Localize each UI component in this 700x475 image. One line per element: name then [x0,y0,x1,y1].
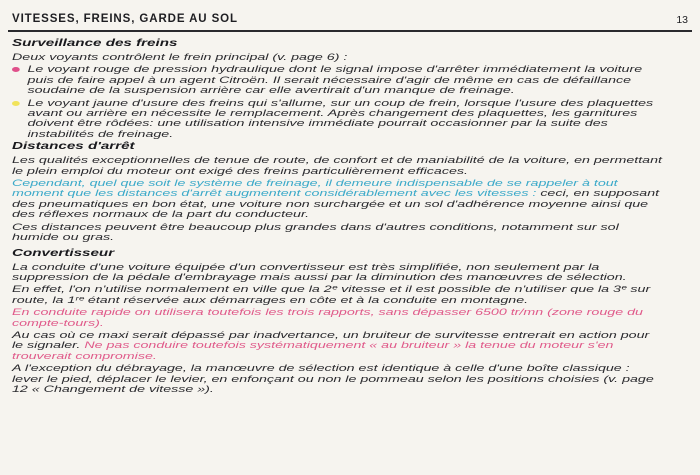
page-header [10,11,690,31]
heading-brake-monitoring: Surveillance des freins [12,38,178,49]
list-item-red-warning [12,64,663,95]
converter-paragraph-4 [12,330,663,361]
heading-stopping-distances: Distances d'arrêt [12,141,135,153]
list-item-yellow-warning [12,98,663,140]
stopping-paragraph-1: Les qualités exceptionnelles de tenue de route, de confort et de maniabilité de la voiture, en permettant le plein emploi du moteur ont exigé des freins particulièrement efficaces. [12,155,662,176]
stopping-paragraph-3: Ces distances peuvent être beaucoup plus grandes dans d'autres conditions, notamment sur sol humide ou gras. [12,221,619,243]
page-content [12,38,663,396]
section-title: VITESSES, FREINS, GARDE AU SOL [12,13,238,25]
converter-paragraph-2: En effet, l'on n'utilise normalement en ville que la 2ᵉ vitesse et il est possible de n'utiliser que la 3ᵉ sur route, la 1ʳᵉ étant réservée aux démarrages en côte et à la conduite en montagne. [12,284,651,305]
page-number: 13 [676,14,688,26]
stopping-paragraph-2-rest: ceci, en supposant des pneumatiques en bon état, une voiture non surchargée et un sol d'adhérence moyenne ainsi que des réflexes normaux de la part du conducteur. [12,188,660,220]
converter-paragraph-4-start: Au cas où ce maxi serait dépassé par inadvertance, un bruiteur de survitesse entrerait en action pour le signaler. [12,329,650,351]
red-warning-text: Le voyant rouge de pression hydraulique dont le signal impose d'arrêter immédiatement la voiture puis de faire appel à un agent Citroën. Il serait nécessaire d'agir de même en cas de défaillance soudaine de la suspension arrière car elle avertirait d'un manque de freinage. [27,64,643,96]
converter-paragraph-5: A l'exception du débrayage, la manœuvre de sélection est identique à celle d'une boîte classique : lever le pied, déplacer le levier, en enfonçant ou non le pommeau selon les positions choisies (v. page 12 « Changement de vitesse »). [12,363,654,394]
converter-highlight-rpm: En conduite rapide on utilisera toutefois les trois rapports, sans dépasser 6500 tr/mn (zone rouge du compte-tours). [12,307,643,328]
brakes-intro: Deux voyants contrôlent le frein principal (v. page 6) : [12,52,348,62]
converter-paragraph-1: La conduite d'une voiture équipée d'un convertisseur est très simplifiée, non seulement par la suppression de la pédale d'embrayage mais aussi par la diminution des manœuvres de sélection. [12,261,627,282]
heading-converter: Convertisseur [12,247,115,259]
yellow-warning-text: Le voyant jaune d'usure des freins qui s'allume, sur un coup de frein, lorsque l'usure des plaquettes avant ou arrière en nécessite le remplacement. Après changement des plaquettes, les garnitures doivent être rôdées: une utilisation intensive immédiate pourrait occasionner par la suite des instabilités de freinage. [27,97,654,139]
stopping-paragraph-2 [12,178,663,220]
yellow-dot-icon [12,101,20,106]
red-dot-icon [12,67,20,72]
converter-highlight-buzzer: Ne pas conduire toutefois systématiquement « au bruiteur » la tenue du moteur s'en trouverait compromise. [12,340,614,361]
stopping-highlight: Cependant, quel que soit le système de freinage, il demeure indispensable de se rappeler à tout moment que les distances d'arrêt augmentent considérablement avec les vitesses : [12,178,618,199]
header-rule [8,30,692,32]
